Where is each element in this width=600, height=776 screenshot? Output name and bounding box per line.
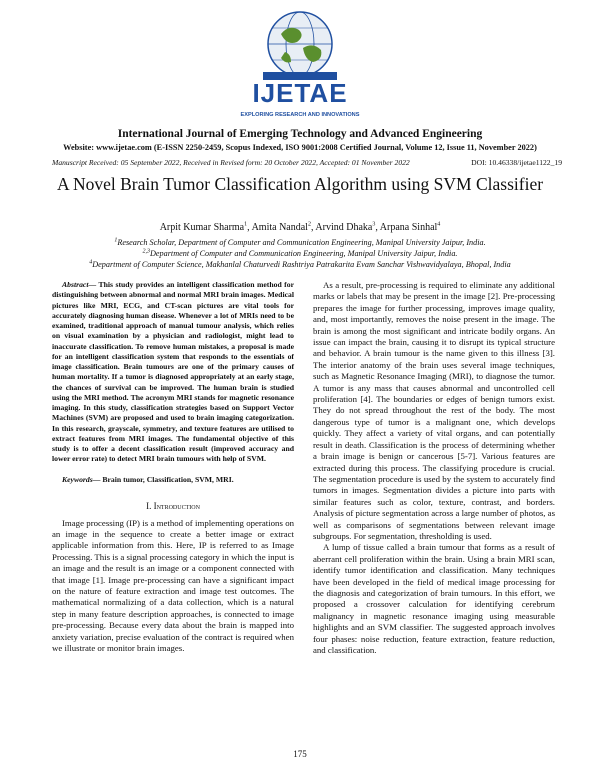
section-heading: I. Introduction bbox=[146, 500, 200, 511]
logo-text: IJETAE bbox=[252, 78, 348, 108]
left-column bbox=[52, 280, 294, 654]
affiliation-sup: 4 bbox=[89, 259, 93, 266]
keywords-label: Keywords— bbox=[62, 474, 101, 484]
logo-tagline: EXPLORING RESEARCH AND INNOVATIONS bbox=[240, 112, 360, 118]
affiliation-text: Department of Computer and Communication Engineering, Manipal University Jaipur, India. bbox=[150, 249, 458, 258]
affiliation-sup: 1 bbox=[114, 237, 118, 244]
manuscript-line bbox=[52, 158, 562, 167]
affiliation-sup: 2,3 bbox=[142, 248, 151, 255]
affiliation-text: Department of Computer Science, Makhanlal Chaturvedi Rashtriya Patrakarita Evam Sanchar Vishwavidyalaya, Bhopal, India bbox=[92, 260, 511, 269]
author-sup: 4 bbox=[437, 221, 441, 228]
body-paragraph: As a result, pre-processing is required to eliminate any additional marks or labels that may be present in the image [2]. Pre-processing prepares the image for further processing, improves image quality, and, most importantly, removes the noise present in the image. The brain is among the most significant and intricate bodily organs. An issue can impact the brain, causing it to disrupt its typical structure and behavior. A brain tumour is the name given to this illness [3]. The interior anatomy of the brain uses several image techniques, such as Magnetic Resonance Imaging (MRI), to diagnose the tumor. A tumor is any mass that causes abnormal and uncontrolled cell proliferation [4]. The boundaries or edges of benign tumors exist. They do not spread throughout the rest of the body. The most dangerous type of tumor is a malignant one, which develops quickly. They affect a variety of vital organs, and can potentially result in death. Classification is the process of determining whether a brain image is benign or cancerous [5-7]. Various features are extracted during this process. The classifying procedure is crucial. The segmentation procedure is used by the system to accurately find tumors in images. Segmentation divides a picture into parts with similar features such as color, texture, contrast, and borders. Analysis of picture segmentation across a large number of photos, as well as comparisons of segmentations between relevant image subgroups. For segmentation, thresholding is used. bbox=[313, 280, 555, 541]
abstract-text: This study provides an intelligent classification method for distinguishing between abnormal and normal MRI brain images. Medical pictures like MRI, ECG, and CT-scan pictures are vital tools for accurately diagnosing human disease. Whenever a lot of MRIs need to be examined, traditional approach of manual tumour analysis, which relies on visual examination by a physician and radiologist, might lead to inaccurate classification. To remove human mistakes, a proposal is made for an intelligent classification system that responds to the essentials of image classification. Brain tumours are one of the primary causes of human mortality. If a tumor is diagnosed appropriately at an early stage, the chances of survival can be improved. The human brain is studied using the MRI method. The acronym MRI stands for magnetic resonance imaging. In this study, classification strategies based on Support Vector Machines (SVM) are proposed and used to brain imaging categorization. In this research, grayscale, symmetry, and texture features are utilised to extract features from MRI images. The fundamental objective of this study is to offer a decent classification result (improved accuracy and lower error rate) to detect MRI brain tumours with help of SVM. bbox=[52, 280, 294, 464]
author-sup: 2 bbox=[307, 221, 311, 228]
author-list: Arpit Kumar Sharma$^1$, Amita Nandal$^2$, Arvind Dhaka$^3$, Arpana Sinhal$^4$ bbox=[159, 221, 441, 233]
author-name: Arpit Kumar Sharma bbox=[159, 222, 245, 233]
journal-name: International Journal of Emerging Technology and Advanced Engineering bbox=[117, 128, 483, 140]
author-name: Arpana Sinhal bbox=[379, 222, 438, 233]
author-sup: 1 bbox=[244, 221, 248, 228]
manuscript-dates: Manuscript Received: 05 September 2022, Received in Revised form: 20 October 2022, Accepted: 01 November 2022 bbox=[52, 158, 410, 167]
website-line: Website: www.ijetae.com (E-ISSN 2250-2459, Scopus Indexed, ISO 9001:2008 Certified Journal, Volume 12, Issue 11, November 2022) bbox=[63, 143, 537, 152]
abstract bbox=[52, 280, 294, 465]
author-name: Arvind Dhaka bbox=[315, 222, 373, 233]
abstract-label: Abstract— bbox=[62, 280, 97, 289]
author-name: Amita Nandal bbox=[251, 222, 308, 233]
page-number: 175 bbox=[293, 749, 307, 759]
right-column bbox=[313, 280, 555, 656]
affiliation-text: Research Scholar, Department of Computer and Communication Engineering, Manipal University Jaipur, India. bbox=[117, 238, 486, 247]
body-paragraph: A lump of tissue called a brain tumour that forms as a result of aberrant cell proliferation within the brain. Using a brain MRI scan, identify tumor identification and classification. Many techniques have been developed in the field of medical image processing for the diagnosis and categorization of brain tumours. In this effort, we proposed a crossover calculation for identifying cerebrum malignancy in magnetic resonance imaging using measurable highlights and an SVM classifier. The suggested approach involves four phases: noise reduction, feature extraction, feature reduction, and classification. bbox=[313, 542, 555, 655]
affiliation bbox=[30, 249, 570, 258]
doi: DOI: 10.46338/ijetae1122_19 bbox=[471, 158, 562, 167]
keywords-text: Brain tumor, Classification, SVM, MRI. bbox=[100, 474, 234, 484]
paper-title: A Novel Brain Tumor Classification Algorithm using SVM Classifier bbox=[56, 174, 544, 194]
affiliation bbox=[30, 238, 570, 247]
intro-paragraph: Image processing (IP) is a method of implementing operations on an image in the sequence to create a better image or extract applicable information from this. Here, IP is referred to as Image Processing. This is a signal processing category in which the input is an image and the result is an image or a component connected with that image [1]. Image pre-processing can have a significant impact on the nature of feature extraction and image test outcomes. The mathematical normalizing of a data collection, which is a natural step in many feature description approaches, is connected to image pre-processing. Because every data about the brain is mapped into anxiety variation, precise evaluation of the contract is required when we illustrate or monitor brain images. bbox=[52, 517, 294, 653]
author-sup: 3 bbox=[372, 221, 376, 228]
keywords bbox=[62, 475, 294, 484]
journal-logo bbox=[240, 6, 360, 124]
affiliation bbox=[30, 260, 570, 269]
